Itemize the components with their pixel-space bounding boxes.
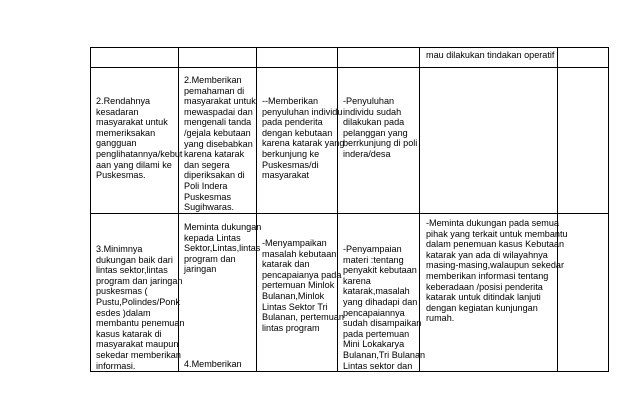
table-cell: -Meminta dukungan pada semua pihak yang terkait untuk membantu dalam penemuan kasus Kebutaan katarak yan ada di wilayahnya masing-masing,walaupun sekedar memberikan informasi tentang keberadaan /posisi penderita katarak untuk ditindak lanjuti dengan kegiatan kunjungan rumah.	[426, 218, 568, 324]
table-row-divider	[90, 67, 609, 68]
table-cell: -Menyampaikan masalah kebutaan katarak dan pencapaianya pada pertemuan Minlok Bulanan,Minlok Lintas Sektor Tri Bulanan, pertemuan lintas program	[262, 238, 344, 333]
table-cell: 2.Rendahnya kesadaran masyarakat untuk memeriksakan gangguan penglihatannya/kebut aan yang dilami ke Puskesmas.	[96, 96, 183, 181]
table-column-divider	[256, 47, 257, 372]
table-cell: 3.Minimnya dukungan baik dari lintas sektor,lintas program dan jaringan puskesmas ( Pustu,Polindes/Ponk esdes )dalam membantu penemuan kasus katarak di masyarakat maupun sekedar memberikan informasi.	[96, 244, 185, 371]
table-cell: Meminta dukungan kepada Lintas Sektor,Lintas,lintas program dan jaringan	[184, 222, 262, 275]
table-row-divider	[90, 47, 609, 48]
table-cell: --Memberikan penyuluhan individu pada penderita dengan kebutaan karena katarak yang berkunjung ke Puskesmas/di masyarakat	[262, 96, 345, 181]
table-cell: 2.Memberikan pemahaman di masyarakat untuk mewaspadai dan mengenali tanda /gejala kebutaan yang disebabkan karena katarak dan segera diperiksakan di Poli Indera Puskesmas Sugihwaras.	[184, 75, 256, 213]
table-row-divider	[90, 213, 609, 214]
table-cell: -Penyuluhan individu sudah dilakukan pada pelanggan yang berrkunjung di poli indera/desa	[343, 96, 418, 159]
table-column-divider	[90, 47, 91, 372]
table-cell: -Penyampaian materi :tentang penyakit kebutaan karena katarak,masalah yang dihadapi dan pencapaiannya sudah disampaikan pada pertemuan Mini Lokakarya Bulanan,Tri Bulanan Lintas sektor dan	[343, 244, 426, 371]
table-cell: mau dilakukan tindakan operatif	[426, 50, 555, 60]
table-row-divider	[90, 371, 609, 372]
table-column-divider	[608, 47, 609, 372]
table-cell: 4.Memberikan	[184, 359, 242, 369]
